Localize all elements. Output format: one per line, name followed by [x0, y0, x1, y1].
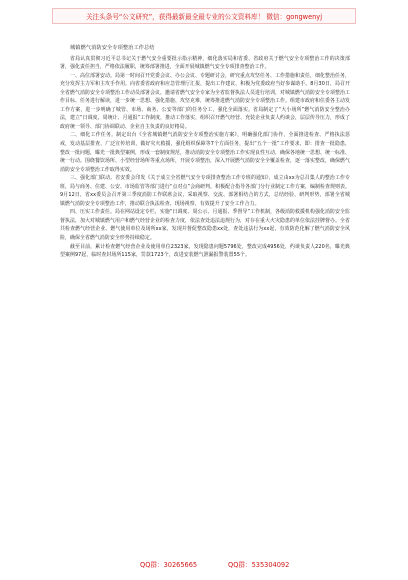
document-paragraph-1: 一、高位部署安动。局第一时间召开党委会议、办公会议、专题研讨会，研究重点攻坚任务、工作措施和责任，细化整治任务，充分发挥主力军和主攻手作用。向省委省政府和应急管理厅汇报，提出工作建议，积极为党委政府当好参谋助手。8月30日，局召开全省燃气消防安全专项整治工作动员部署会议，邀请省燃气安全专家为全省监督执法人员进行培训，对城镇燃气消防安全专项整治工作目标、任务进行解读，进一步统一思想、强化措施、攻坚克难，统筹推进燃气消防安全专项整治工作。组建市政府和住委各主动发工作方案，进一步明确了城管、市场、商务、公安等部门的任务分工，强化全面落实。省局制定了“大小场所”燃气消防安全整治办法，建立“日调度、周统计、月通报”工作制度，推动工作落实，组织召开燃气经营、充装企业负责人约谈会，层层传导压力，形成了政府统一领导、部门协调联动、企业自主负责的良好格局。	[60, 72, 350, 130]
promo-banner-text: 关注头条号“公文研究”，获得最新最全最专业的公文资料库！ 微信：gongwenyj	[85, 13, 323, 21]
top-promo-banner	[52, 8, 356, 24]
document-paragraph-intro: 省局认真贯彻习近平总书记关于燃气安全重要批示指示精神，细化落实局和省委、省政府关于燃气安全专项整治工作的决策部署，强化责任担当，严格依法履职，统筹部署推进，全面开展城镇燃气安全专项排查整治工作。	[60, 55, 350, 71]
qq-group-2: QQ群：535304092	[228, 561, 290, 569]
qq-group-1: QQ群：30265665	[140, 561, 198, 569]
document-title: 城镇燃气消防安全专项整治工作总结	[70, 45, 155, 51]
footer-contact	[0, 557, 408, 573]
document-paragraph-2: 二、细化工作任务。制定出台《全省城镇燃气消防安全专项整治实施方案》，明确强化部门协作，全面推进检查、严格执法惩戒，发动基层排查，广泛宣传培训，做好灾火救援，强化组织保障等7个方面任务，提出“五个一批”工作要求，即：排查一批隐患，整改一批问题，曝光一批典型案例，形成一套制度规范，推动消防安全专项整治工作实现良性互动，确保各地统一思想、统一标准、统一行动。围绕餐饮场所、小型经营场所等重点场所，开展专项整治，深入开展燃气消防安全全覆盖检查，逐一落实整改，确保燃气消防安全专项整治工作取得实效。	[60, 132, 350, 173]
document-paragraph-3: 三、强化部门联动。省安委会印发《关于成立全省燃气安全专项排查整治工作专班的通知》，成立由xx为总召集人的整治工作专班，局与商务、住建、公安、市场监管等部门进行“点对点”会商研判，积极配合指导各部门分行业制定工作方案，编制检查规则表。9月12日，省xx委员会召开第三季度消防工作联席会议，采取视察、交流、部署相结合的方式，总结经验，研判形势，部署全省城镇燃气消防安全专项整治工作，推动联合执法检查、现场视察，有效提升了安全工作合力。	[60, 175, 350, 207]
document-paragraph-4: 四、压实工作责任。局在网站设定专栏，实施“日调度、周公示、月通报、季督导”工作机制，各级消防救援机构强化消防安全监督执法，加大对城镇燃气用户和燃气经营企业的检查力度，依法查处违法违规行为，对存在重大火灾隐患的单位依法挂牌督办。全省共检查燃气经营企业、燃气使用单位及场所xx家，发现并督促整改隐患xx处，查处违法行为xx起，有效防范化解了燃气消防安全风险，确保全省燃气消防安全形势持续稳定。	[60, 209, 350, 242]
document-body	[60, 44, 350, 260]
document-paragraph-5: 截至目前，累计检查燃气经营企业及使用单位2323家，发现隐患问题5796处，整改完成4956处，约谈负责人220名，曝光典型案例97起，临时查封场所115家，罚款1723个，改进安装燃气泄漏报警装置55个。	[60, 243, 350, 259]
